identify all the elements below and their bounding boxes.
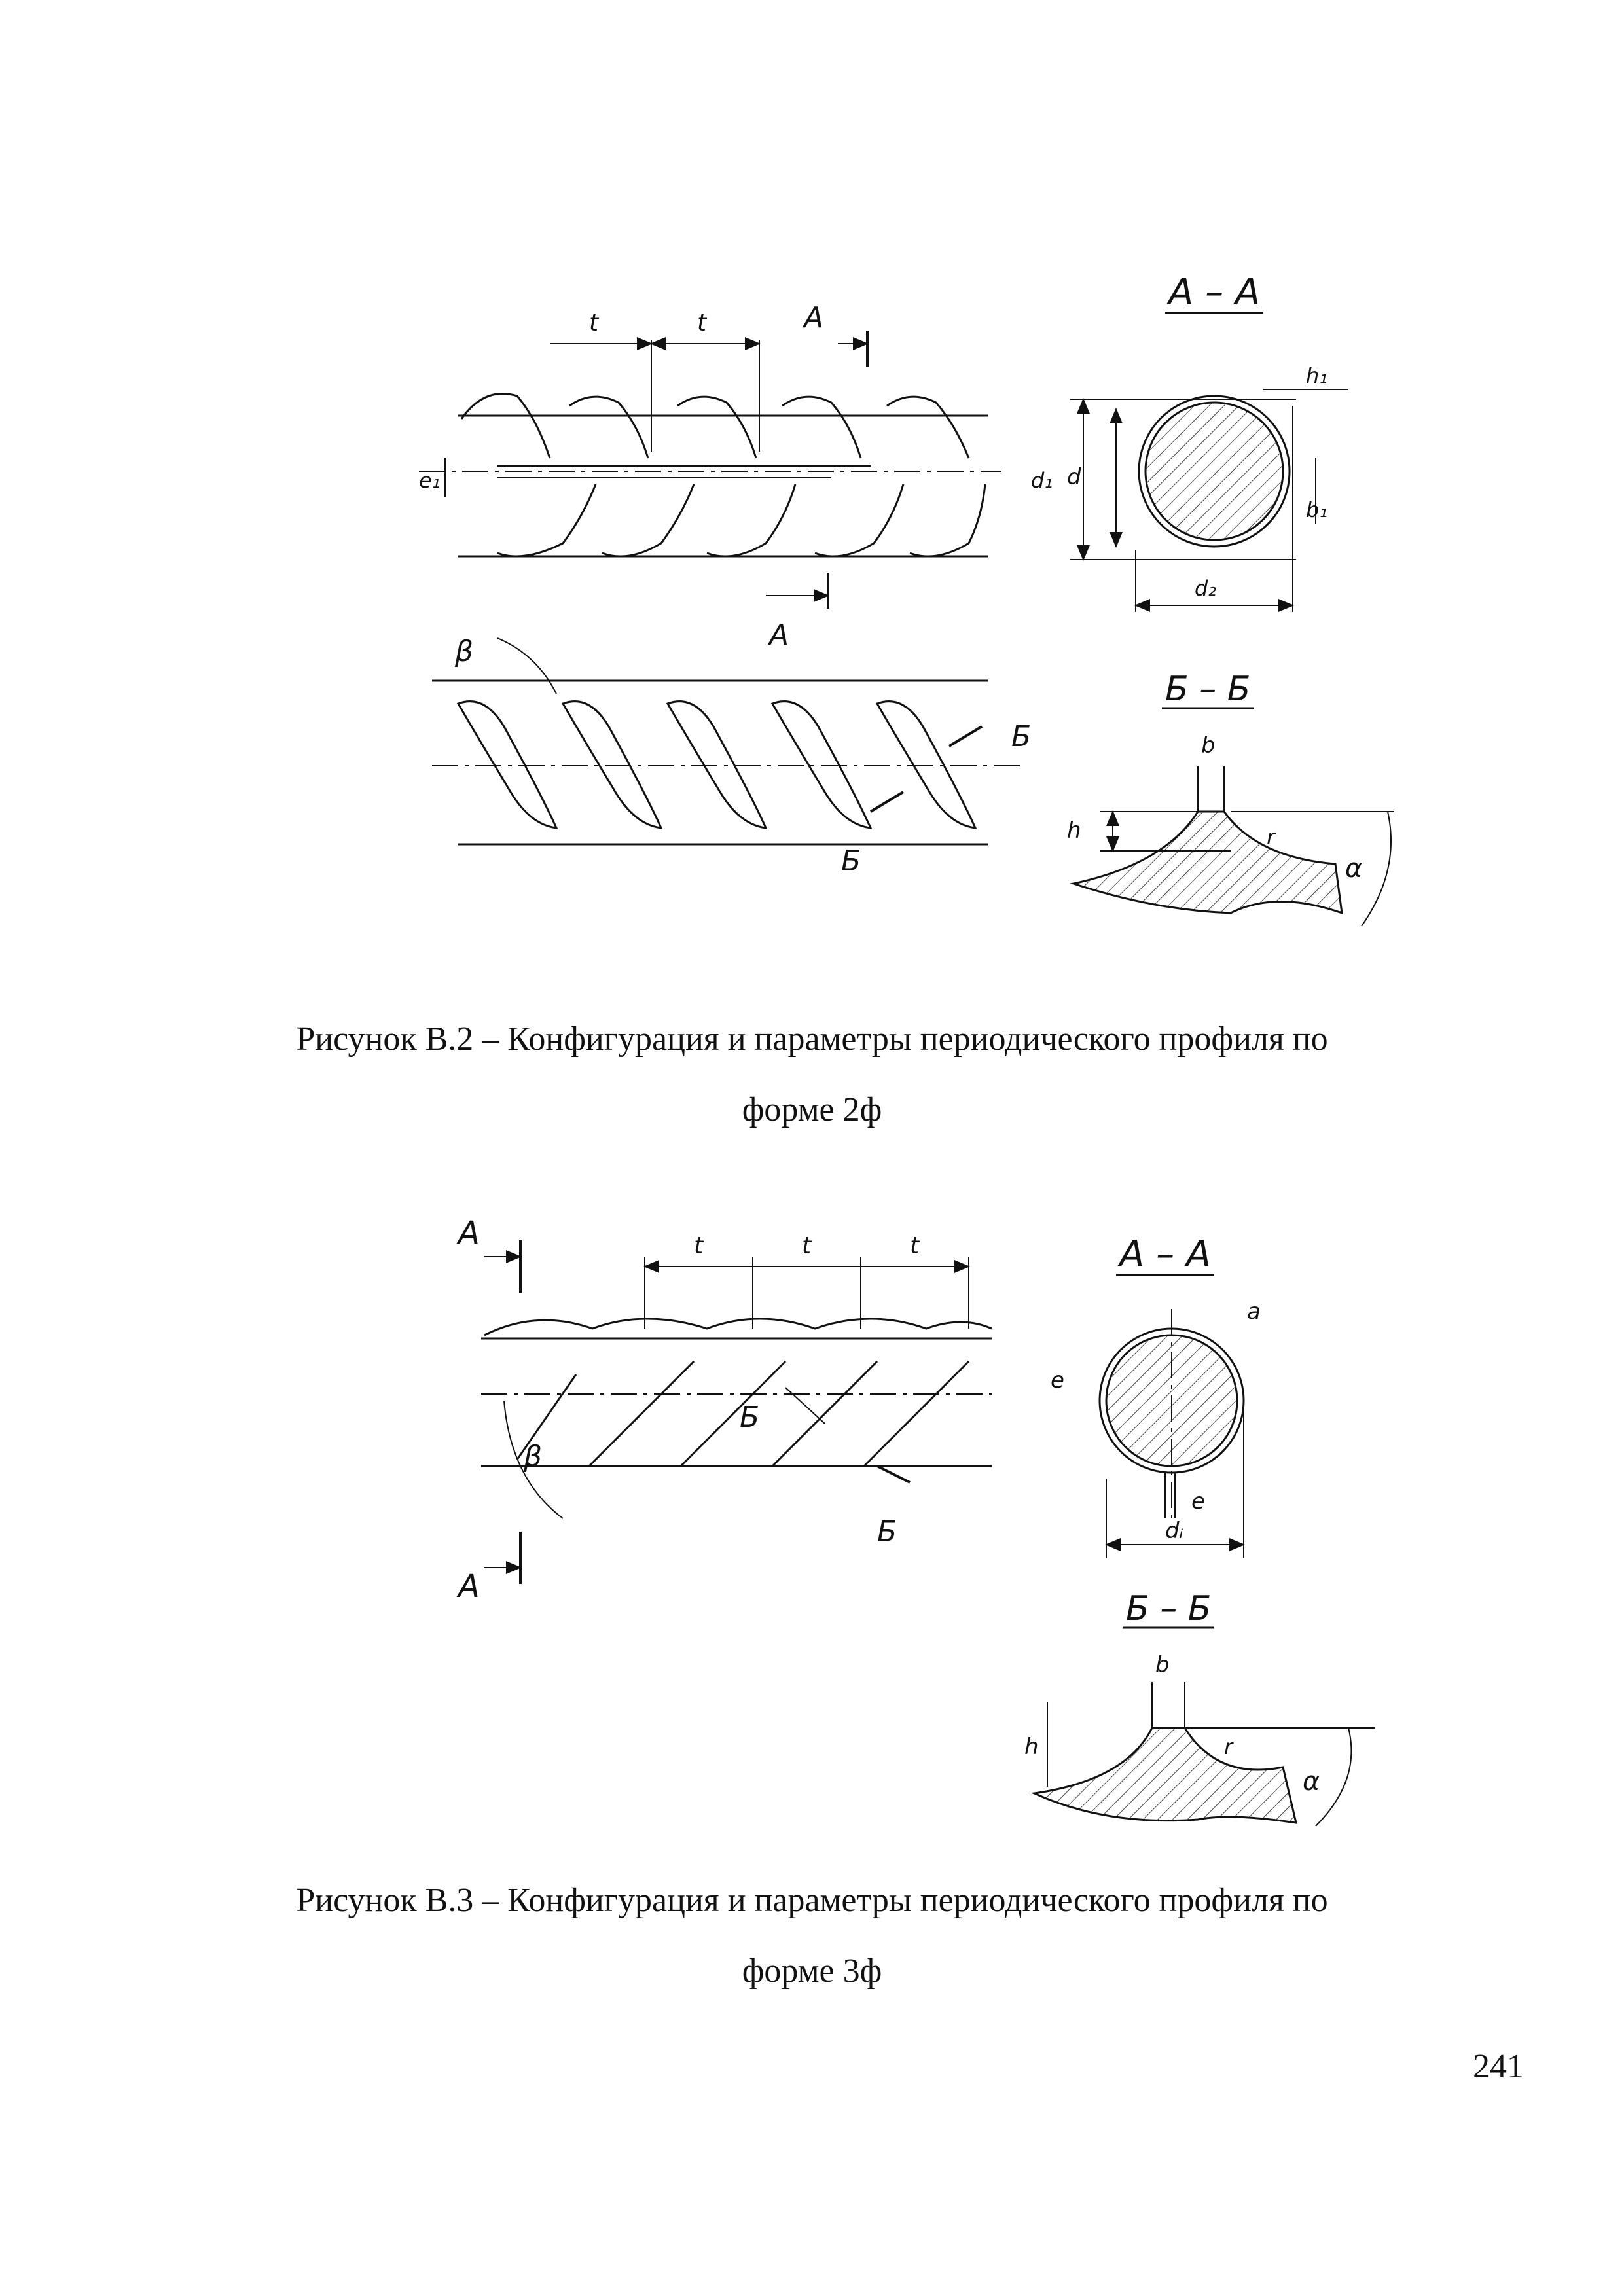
fig3-label-alpha: α bbox=[1303, 1767, 1320, 1797]
figure-2-caption-line2: форме 2ф bbox=[742, 1091, 882, 1128]
fig3-label-d1: dᵢ bbox=[1165, 1518, 1183, 1544]
fig2-rebar-top-view bbox=[432, 638, 1021, 844]
fig3-label-e-left: e bbox=[1051, 1367, 1064, 1393]
fig3-label-beta: β bbox=[524, 1440, 543, 1473]
fig2-label-section-aa: А – А bbox=[1168, 271, 1261, 314]
fig2-label-cut-b-right: Б bbox=[1011, 720, 1032, 753]
fig2-label-section-bb: Б – Б bbox=[1165, 670, 1251, 709]
fig3-label-cut-a-bottom: А bbox=[458, 1568, 480, 1605]
fig3-label-t3: t bbox=[910, 1232, 920, 1259]
fig3-label-section-aa: А – А bbox=[1119, 1233, 1212, 1276]
fig3-section-bb bbox=[1034, 1682, 1375, 1826]
fig3-label-t2: t bbox=[802, 1232, 812, 1259]
figure-2-caption-line1: Рисунок В.2 – Конфигурация и параметры периодического профиля по bbox=[296, 1020, 1328, 1058]
fig3-rebar-side-view bbox=[481, 1240, 992, 1584]
fig2-label-t2: t bbox=[697, 310, 707, 336]
fig2-label-cut-b-bottom: Б bbox=[841, 844, 861, 878]
fig2-label-h: h bbox=[1067, 817, 1081, 844]
fig3-label-a: a bbox=[1247, 1299, 1261, 1325]
fig2-label-beta: β bbox=[455, 635, 474, 668]
fig3-label-h: h bbox=[1024, 1734, 1039, 1760]
fig2-rebar-side-view bbox=[419, 331, 1001, 609]
fig2-label-h1: h₁ bbox=[1306, 363, 1328, 388]
fig2-labels bbox=[419, 271, 1362, 884]
fig2-label-cut-a-top: А bbox=[804, 301, 824, 334]
figure-3-caption-line1: Рисунок В.3 – Конфигурация и параметры периодического профиля по bbox=[296, 1882, 1328, 1919]
fig2-label-alpha: α bbox=[1345, 853, 1363, 884]
fig2-label-t1: t bbox=[589, 310, 599, 336]
fig3-label-section-bb: Б – Б bbox=[1126, 1589, 1212, 1628]
fig3-label-cut-b-bottom: Б bbox=[877, 1515, 897, 1549]
fig2-label-cut-a-bottom: А bbox=[769, 619, 789, 652]
fig3-labels bbox=[456, 1215, 1320, 1797]
fig2-section-bb bbox=[1074, 766, 1394, 926]
figure-2-drawing bbox=[419, 331, 1394, 926]
fig2-label-b: b bbox=[1201, 732, 1216, 759]
fig3-label-cut-b-top: Б bbox=[740, 1401, 760, 1434]
fig3-label-cut-a-top: А bbox=[458, 1215, 480, 1251]
figure-3-caption-line2: форме 3ф bbox=[742, 1952, 882, 1990]
fig2-label-b1: b₁ bbox=[1306, 497, 1328, 522]
fig2-label-d2: d₂ bbox=[1195, 576, 1217, 601]
fig2-label-d1: d₁ bbox=[1031, 468, 1053, 493]
fig2-label-e1: e₁ bbox=[419, 468, 441, 493]
page-number: 241 bbox=[1473, 2048, 1524, 2085]
fig2-label-r: r bbox=[1267, 825, 1276, 850]
fig2-label-d: d bbox=[1067, 464, 1081, 490]
fig3-label-e-bottom: e bbox=[1191, 1488, 1205, 1515]
fig3-label-b: b bbox=[1155, 1652, 1170, 1678]
figure-3-drawing bbox=[481, 1240, 1375, 1826]
fig3-label-r: r bbox=[1224, 1734, 1233, 1759]
fig3-label-t1: t bbox=[694, 1232, 704, 1259]
